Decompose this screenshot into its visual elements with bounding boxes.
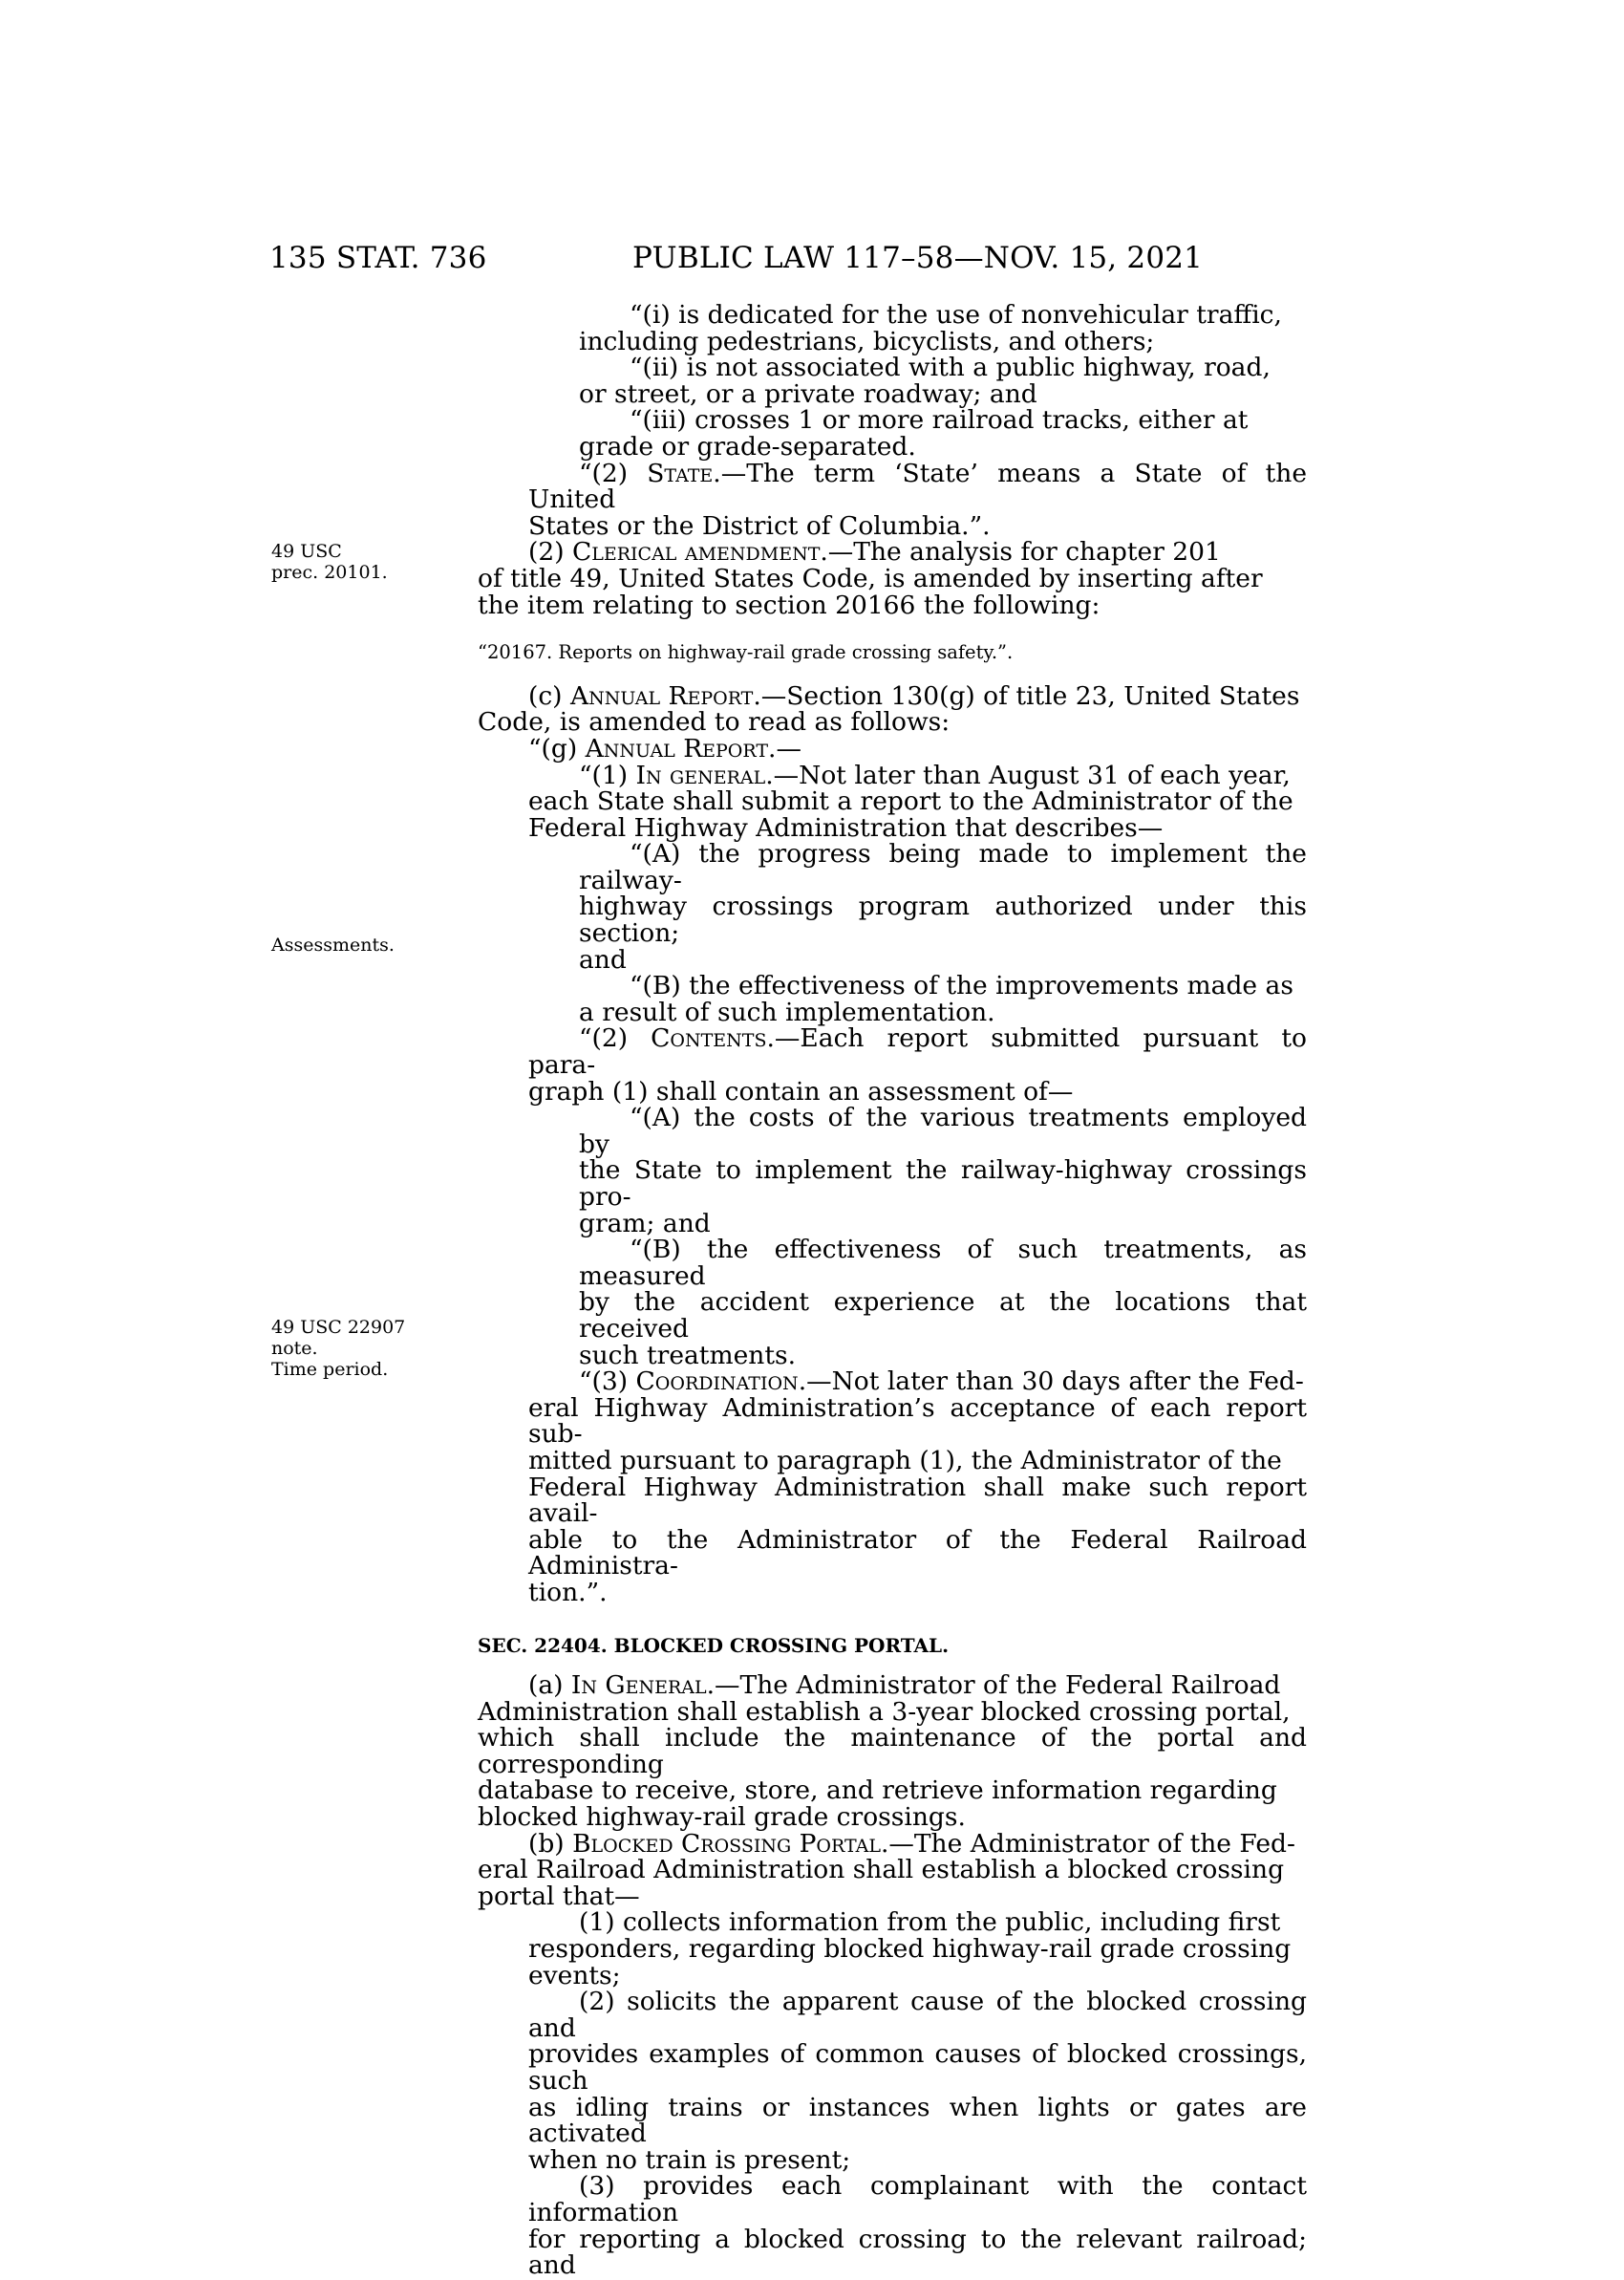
clause-iii-cont [478, 431, 1307, 462]
para-text: .—Section 130(g) of title 23, United States [753, 680, 1300, 711]
paragraph-g1 [478, 760, 1307, 790]
heading-term: Clerical amendment [571, 537, 821, 568]
running-head: PUBLIC LAW 117–58—NOV. 15, 2021 [632, 241, 1204, 275]
text-line: (3) provides each complainant with the contact information [528, 2171, 1307, 2227]
text-line: tion.”. [528, 1577, 608, 1607]
para-number: (a) [528, 1670, 571, 1701]
para-number: (2) [528, 537, 572, 568]
text-line: the item relating to section 20166 the following: [478, 590, 1100, 620]
subpara-g1B [478, 973, 1307, 1000]
text-line: when no train is present; [528, 2144, 851, 2175]
text-line: highway crossings program authorized under this section; [579, 892, 1307, 949]
margin-note-line: 49 USC [271, 541, 342, 562]
subsection-b [478, 1828, 1307, 1859]
subsection-a [478, 1672, 1307, 1699]
section-gap [478, 1606, 1307, 1633]
subpara-g2A-cont [478, 1157, 1307, 1237]
paragraph-g1-cont [478, 788, 1307, 841]
subpara-g1A-cont [478, 893, 1307, 973]
text-line: responders, regarding blocked highway-rail grade crossing [528, 1934, 1292, 1965]
para-text: .—The analysis for chapter 201 [820, 537, 1221, 568]
text-line: Administration shall establish a 3-year blocked crossing portal, [478, 1696, 1291, 1727]
table-of-sections-entry: “20167. Reports on highway-rail grade crossing safety.”. [478, 641, 1014, 664]
para-number: “(2) [579, 1023, 652, 1054]
text-line: by the accident experience at the locations that received [579, 1287, 1307, 1344]
text-line: or street, or a private roadway; and [579, 378, 1037, 409]
statute-page-number: 135 STAT. 736 [269, 241, 487, 275]
paragraph-b3-cont [478, 2226, 1307, 2279]
paragraph-b3 [478, 2173, 1307, 2226]
text-line: (2) solicits the apparent cause of the blocked crossing and [528, 1987, 1307, 2043]
clause-ii [478, 355, 1307, 381]
para-text: .—The Administrator of the Fed- [880, 1828, 1295, 1859]
text-line: events; [528, 1960, 621, 1990]
text-line: able to the Administrator of the Federal Railroad Administra- [528, 1524, 1307, 1581]
margin-note-usc-22907 [271, 1317, 405, 1380]
heading-term: In General [570, 1670, 707, 1701]
paragraph-b2-cont [478, 2041, 1307, 2173]
clause-i [478, 302, 1307, 329]
text-line: and [579, 944, 627, 975]
paragraph-g2-cont [478, 1076, 1307, 1107]
text-line: graph (1) shall contain an assessment of— [528, 1076, 1074, 1107]
heading-term: Annual Report [569, 680, 754, 711]
heading-term: Contents [651, 1023, 767, 1054]
text-line: portal that— [478, 1881, 640, 1911]
text-line: “(ii) is not associated with a public highway, road, [630, 353, 1271, 383]
clause-i-cont [478, 326, 1307, 356]
clause-ii-cont [478, 378, 1307, 409]
defined-term: State [647, 458, 714, 488]
text-line: “(A) the costs of the various treatments employed by [579, 1103, 1307, 1159]
text-line: grade or grade-separated. [579, 431, 916, 462]
margin-note-line: prec. 20101. [271, 562, 388, 583]
para-text: .— [768, 733, 801, 764]
text-line: “(i) is dedicated for the use of nonvehicular traffic, [630, 300, 1282, 330]
paragraph-g2 [478, 1023, 1307, 1081]
text-line: gram; and [579, 1208, 711, 1238]
text-line: mitted pursuant to paragraph (1), the Administrator of the [528, 1445, 1282, 1475]
text-line [478, 733, 1307, 764]
text-line: “(B) the effectiveness of the improvements made as [630, 971, 1293, 1001]
text-line [478, 680, 1307, 711]
para-number: “(g) [528, 733, 586, 764]
paragraph-state [478, 458, 1307, 515]
para-number: “(2) [579, 458, 648, 488]
subpara-g2B [478, 1237, 1307, 1289]
text-line: eral Railroad Administration shall establish a blocked crossing [478, 1855, 1285, 1885]
text-line [478, 1672, 1307, 1699]
subpara-g1B-cont [478, 997, 1307, 1027]
text-line: “(iii) crosses 1 or more railroad tracks, either at [630, 405, 1249, 436]
text-line [478, 539, 1307, 566]
clause-iii [478, 407, 1307, 434]
margin-note-usc-prec [271, 541, 388, 583]
para-number: “(1) [579, 760, 636, 790]
heading-term: Annual Report [585, 733, 769, 764]
subsection-g [478, 733, 1307, 764]
heading-term: Blocked Crossing Portal [572, 1828, 881, 1859]
paragraph-g3-cont [478, 1392, 1307, 1607]
para-text: .—Each report submitted pursuant to para- [528, 1023, 1307, 1081]
text-line: Federal Highway Administration that describes— [528, 812, 1164, 843]
paragraph-b1-cont [478, 1936, 1307, 1989]
subpara-g2A [478, 1105, 1307, 1157]
para-text: .—The term ‘State’ means a State of the United [528, 458, 1307, 515]
subpara-g2B-cont [478, 1289, 1307, 1368]
margin-note-line: 49 USC 22907 [271, 1317, 406, 1338]
text-line: blocked highway-rail grade crossings. [478, 1802, 966, 1833]
section-heading: SEC. 22404. BLOCKED CROSSING PORTAL. [478, 1633, 950, 1657]
paragraph-g3 [478, 1368, 1307, 1395]
text-line: States or the District of Columbia.”. [528, 510, 991, 541]
para-number: “(3) [579, 1366, 636, 1397]
para-number: (b) [528, 1828, 573, 1859]
margin-note-assessments: Assessments. [271, 935, 395, 956]
text-line: (1) collects information from the public, including first [579, 1907, 1281, 1938]
text-line [528, 760, 1307, 790]
text-line: for reporting a blocked crossing to the relevant railroad; and [528, 2224, 1307, 2280]
paragraph-state-cont [478, 510, 1307, 541]
subpara-g1A [478, 841, 1307, 893]
text-line: the State to implement the railway-highway crossings pro- [579, 1155, 1307, 1212]
heading-term: Coordination [635, 1366, 799, 1397]
text-line: which shall include the maintenance of the portal and corresponding [478, 1723, 1307, 1779]
text-line: database to receive, store, and retrieve information regarding [478, 1775, 1277, 1806]
text-line: provides examples of common causes of blocked crossings, such [528, 2039, 1307, 2096]
text-line: each State shall submit a report to the Administrator of the [528, 786, 1293, 817]
para-number: (c) [528, 680, 570, 711]
text-line: Code, is amended to read as follows: [478, 707, 951, 738]
margin-note-line: Time period. [271, 1359, 389, 1380]
text-line: “(B) the effectiveness of such treatments, as measured [579, 1235, 1307, 1291]
text-line: of title 49, United States Code, is amended by inserting after [478, 563, 1263, 593]
para-text: .—The Administrator of the Federal Railroad [706, 1670, 1281, 1701]
paragraph-clerical [478, 539, 1307, 566]
para-text: .—Not later than 30 days after the Fed- [798, 1366, 1304, 1397]
text-line [478, 1828, 1307, 1859]
para-text: .—Not later than August 31 of each year, [765, 760, 1291, 790]
paragraph-b1 [478, 1909, 1307, 1936]
heading-term: In general [635, 760, 766, 790]
text-line: “(A) the progress being made to implement the railway- [579, 839, 1307, 895]
text-line [528, 1023, 1307, 1081]
text-line [528, 458, 1307, 515]
subsection-c [478, 680, 1307, 711]
text-line: including pedestrians, bicyclists, and others; [579, 326, 1155, 356]
statute-body [478, 302, 1307, 2279]
text-line: such treatments. [579, 1340, 796, 1370]
text-line: Federal Highway Administration shall make such report avail- [528, 1472, 1307, 1529]
text-line: as idling trains or instances when lights or gates are activated [528, 2092, 1307, 2149]
text-line [528, 1368, 1307, 1395]
paragraph-b2 [478, 1989, 1307, 2041]
margin-note-line: note. [271, 1338, 318, 1359]
text-line: eral Highway Administration’s acceptance of each report sub- [528, 1392, 1307, 1450]
text-line: a result of such implementation. [579, 997, 995, 1027]
